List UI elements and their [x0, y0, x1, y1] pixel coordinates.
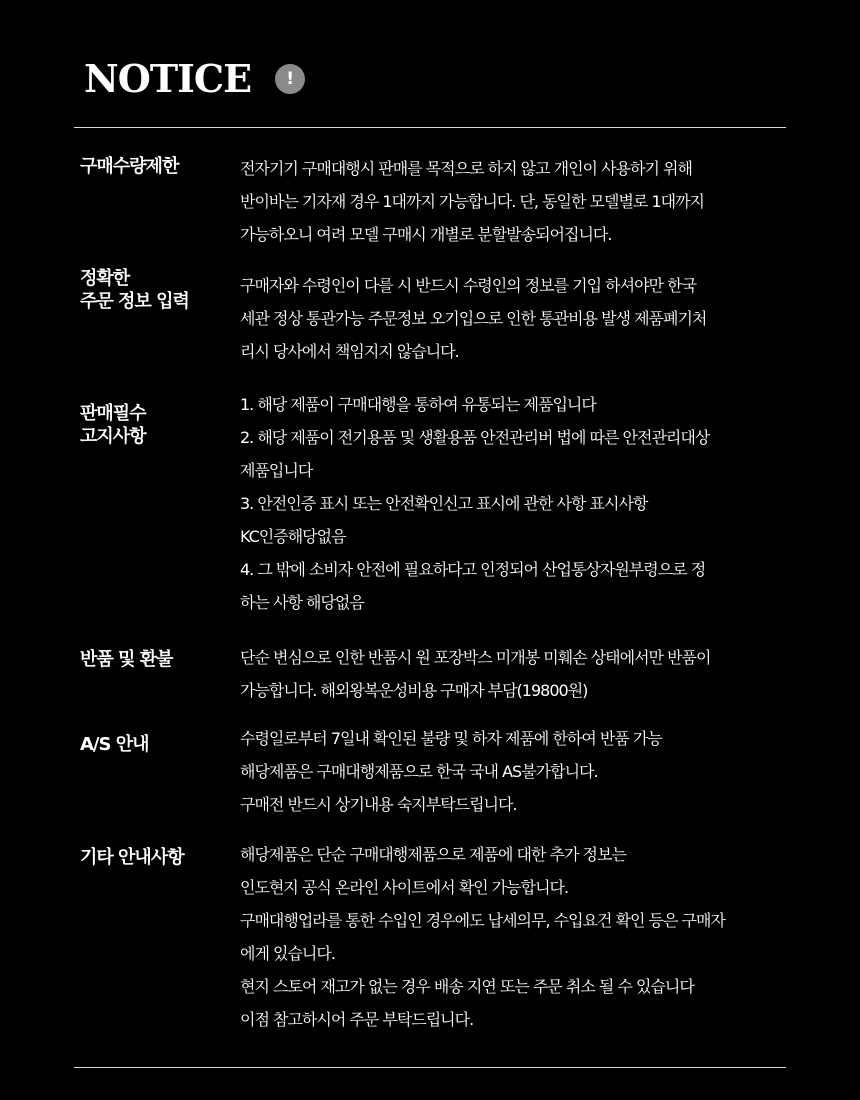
- body-line: 세관 정상 통관가능 주문정보 오기입으로 인한 통관비용 발생 제품폐기처: [240, 309, 707, 328]
- body-line: 3. 안전인증 표시 또는 안전확인신고 표시에 관한 사항 표시사항: [240, 494, 648, 513]
- bottom-divider: [74, 1067, 786, 1068]
- section-body: [240, 388, 800, 619]
- section-body: [240, 722, 800, 821]
- body-line: 전자기기 구매대행시 판매를 목적으로 하지 않고 개인이 사용하기 위해: [240, 159, 692, 178]
- section-label: [80, 648, 230, 671]
- section-label: [80, 155, 230, 178]
- body-line: 이점 참고하시어 주문 부탁드립니다.: [240, 1010, 474, 1029]
- section-label: [80, 267, 230, 313]
- section-label-line: 반품 및 환불: [80, 649, 173, 670]
- body-line: 하는 사항 해당없음: [240, 593, 364, 612]
- section-body: [240, 838, 800, 1036]
- body-line: 제품입니다: [240, 461, 313, 480]
- exclamation-icon: !: [275, 64, 305, 94]
- body-line: 구매전 반드시 상기내용 숙지부탁드립니다.: [240, 795, 517, 814]
- page-title: NOTICE: [84, 56, 252, 101]
- body-line: 4. 그 밖에 소비자 안전에 필요하다고 인정되어 산업통상자원부령으로 정: [240, 560, 706, 579]
- body-line: 현지 스토어 재고가 없는 경우 배송 지연 또는 주문 취소 될 수 있습니다: [240, 977, 694, 996]
- section-label-line: A/S 안내: [80, 734, 149, 755]
- body-line: 에게 있습니다.: [240, 944, 335, 963]
- body-line: 해당제품은 단순 구매대행제품으로 제품에 대한 추가 정보는: [240, 845, 626, 864]
- section-label-line: 정확한: [80, 268, 130, 289]
- notice-header: [84, 54, 305, 104]
- body-line: KC인증해당없음: [240, 527, 346, 546]
- body-line: 리시 당사에서 책임지지 않습니다.: [240, 342, 459, 361]
- section-body: [240, 152, 800, 251]
- body-line: 인도현지 공식 온라인 사이트에서 확인 가능합니다.: [240, 878, 569, 897]
- section-label-line: 판매필수: [80, 403, 146, 424]
- section-label-line: 주문 정보 입력: [80, 291, 189, 312]
- section-label: [80, 733, 230, 756]
- body-line: 단순 변심으로 인한 반품시 원 포장박스 미개봉 미훼손 상태에서만 반품이: [240, 648, 711, 667]
- body-line: 가능합니다. 해외왕복운성비용 구매자 부담(19800원): [240, 681, 588, 700]
- section-label-line: 고지사항: [80, 426, 146, 447]
- body-line: 1. 해당 제품이 구매대행을 통하여 유통되는 제품입니다: [240, 395, 596, 414]
- section-body: [240, 269, 800, 368]
- top-divider: [74, 127, 786, 128]
- body-line: 가능하오니 여려 모델 구매시 개별로 분할발송되어집니다.: [240, 225, 612, 244]
- body-line: 반이바는 기자재 경우 1대까지 가능합니다. 단, 동일한 모델별로 1대까지: [240, 192, 704, 211]
- body-line: 구매자와 수령인이 다를 시 반드시 수령인의 정보를 기입 하셔야만 한국: [240, 276, 696, 295]
- body-line: 수령일로부터 7일내 확인된 불량 및 하자 제품에 한하여 반품 가능: [240, 729, 662, 748]
- body-line: 구매대행업라를 통한 수입인 경우에도 납세의무, 수입요건 확인 등은 구매자: [240, 911, 725, 930]
- section-label: [80, 846, 230, 869]
- body-line: 해당제품은 구매대행제품으로 한국 국내 AS불가합니다.: [240, 762, 598, 781]
- section-body: [240, 641, 800, 707]
- section-label: [80, 402, 230, 448]
- section-label-line: 기타 안내사항: [80, 847, 184, 868]
- section-label-line: 구매수량제한: [80, 156, 179, 177]
- body-line: 2. 해당 제품이 전기용품 및 생활용품 안전관리버 법에 따른 안전관리대상: [240, 428, 710, 447]
